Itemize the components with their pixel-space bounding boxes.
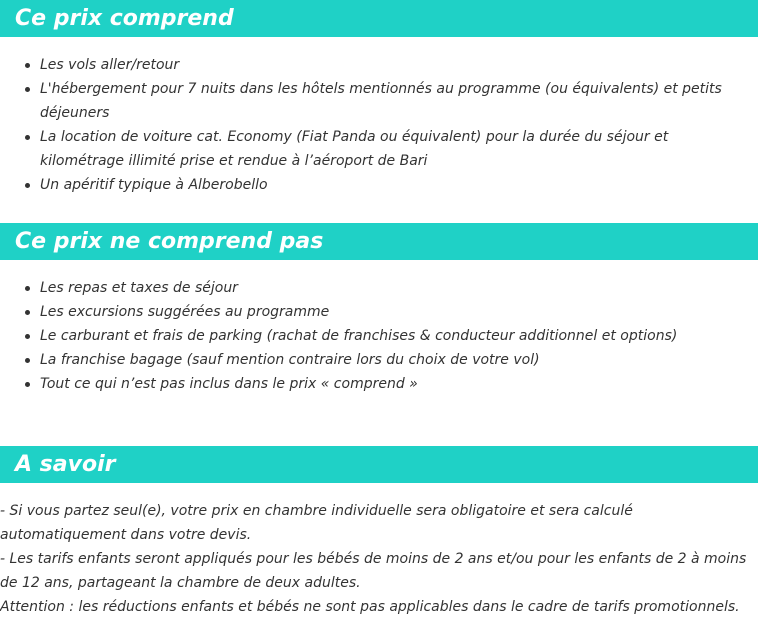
- list-item-text: Les repas et taxes de séjour: [40, 280, 238, 296]
- not-included-list: [0, 276, 742, 396]
- list-item-text: La location de voiture cat. Economy (Fiat Panda ou équivalent) pour la durée du séjour et kilométrage illimité prise et rendue à l’aéroport de Bari: [40, 129, 669, 169]
- included-list: [0, 53, 742, 197]
- list-item: [0, 348, 742, 372]
- list-item: [0, 372, 742, 396]
- list-item-text: Tout ce qui n’est pas inclus dans le prix « comprend »: [40, 376, 418, 392]
- bullet-icon: [25, 310, 30, 315]
- list-item: [0, 173, 742, 197]
- section-title-included: Ce prix comprend: [15, 6, 234, 31]
- section-header-included: [0, 0, 758, 37]
- bullet-icon: [25, 286, 30, 291]
- list-item: [0, 53, 742, 77]
- info-line-promotional-note: Attention : les réductions enfants et bébés ne sont pas applicables dans le cadre de tarifs promotionnels.: [0, 599, 740, 615]
- bullet-icon: [25, 87, 30, 92]
- bullet-icon: [25, 358, 30, 363]
- good-to-know-text: [0, 499, 752, 619]
- list-item: [0, 324, 742, 348]
- section-title-good-to-know: A savoir: [15, 452, 116, 477]
- list-item: [0, 276, 742, 300]
- list-item-text: La franchise bagage (sauf mention contraire lors du choix de votre vol): [40, 352, 540, 368]
- section-header-good-to-know: [0, 446, 758, 483]
- info-line-child-rates: - Les tarifs enfants seront appliqués pour les bébés de moins de 2 ans et/ou pour les enfants de 2 à moins de 12 ans, partageant la chambre de deux adultes.: [0, 551, 747, 591]
- bullet-icon: [25, 334, 30, 339]
- list-item: [0, 77, 742, 125]
- bullet-icon: [25, 135, 30, 140]
- list-item-text: Un apéritif typique à Alberobello: [40, 177, 268, 193]
- list-item-text: L'hébergement pour 7 nuits dans les hôtels mentionnés au programme (ou équivalents) et petits déjeuners: [40, 81, 722, 121]
- section-title-not-included: Ce prix ne comprend pas: [15, 229, 324, 254]
- section-header-not-included: [0, 223, 758, 260]
- bullet-icon: [25, 382, 30, 387]
- list-item: [0, 125, 742, 173]
- list-item-text: Les vols aller/retour: [40, 57, 180, 73]
- bullet-icon: [25, 63, 30, 68]
- list-item: [0, 300, 742, 324]
- bullet-icon: [25, 183, 30, 188]
- info-line-single-supplement: - Si vous partez seul(e), votre prix en chambre individuelle sera obligatoire et sera calculé automatiquement dans votre devis.: [0, 503, 633, 543]
- list-item-text: Les excursions suggérées au programme: [40, 304, 330, 320]
- list-item-text: Le carburant et frais de parking (rachat de franchises & conducteur additionnel et options): [40, 328, 678, 344]
